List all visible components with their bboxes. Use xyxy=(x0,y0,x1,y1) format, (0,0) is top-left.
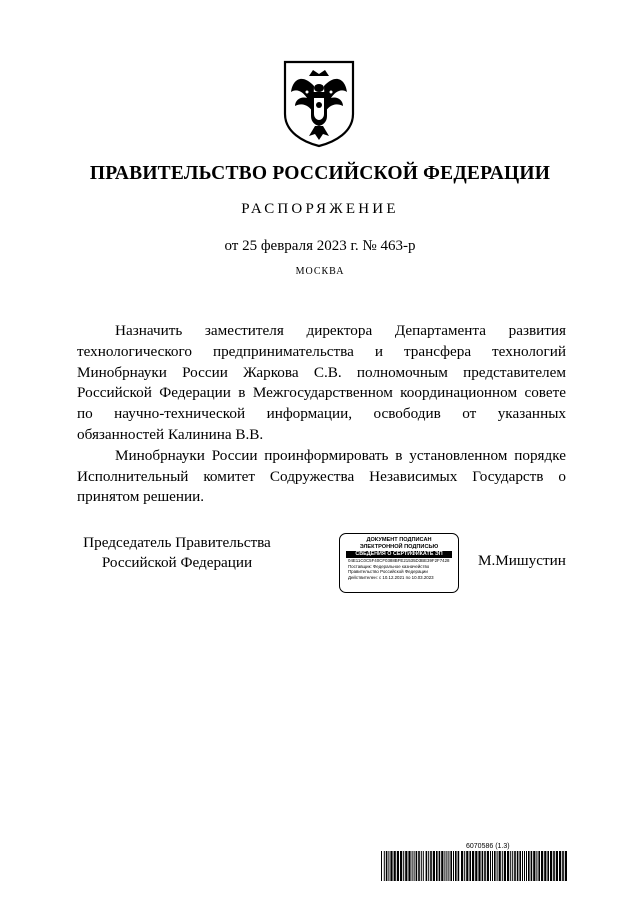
body-paragraph-1: Назначить заместителя директора Департамента развития технологического предпринимательства и трансфера технологий Минобрнауки России Жаркова С.В. полномочным представителем Российской Федерации в Межгосударственном координационном совете по научно-технической информации, освободив от указанных обязанностей Калинина В.В. xyxy=(77,322,566,443)
stamp-line-2: ЭЛЕКТРОННОЙ ПОДПИСЬЮ xyxy=(359,543,439,550)
document-city: МОСКВА xyxy=(295,266,345,277)
barcode-icon xyxy=(381,851,567,881)
stamp-serial: 04E11C0C5F40CF0388BFE21535D3BE39F2F7428 xyxy=(348,558,450,563)
signer-title-line-1: Председатель Правительства xyxy=(83,534,271,551)
document-date-number: от 25 февраля 2023 г. № 463-р xyxy=(224,238,416,254)
document-type: РАСПОРЯЖЕНИЕ xyxy=(241,201,399,217)
russian-coat-of-arms-icon xyxy=(281,58,357,148)
body-paragraph-2: Минобрнауки России проинформировать в установленном порядке Исполнительный комитет Содружества Независимых Государств о принятом решении. xyxy=(77,446,566,506)
signer-title-line-2: Российской Федерации xyxy=(101,554,253,571)
barcode-number: 6070586 (1.3) xyxy=(466,843,510,850)
stamp-issuer: Поставщик: Федеральное казначейство xyxy=(348,563,430,569)
government-title: ПРАВИТЕЛЬСТВО РОССИЙСКОЙ ФЕДЕРАЦИИ xyxy=(89,163,551,184)
electronic-signature-stamp xyxy=(339,533,459,593)
stamp-owner: Правительство Российской Федерации xyxy=(348,569,428,575)
stamp-line-1: ДОКУМЕНТ ПОДПИСАН xyxy=(366,537,432,543)
stamp-validity: Действителен: с 10.12.2021 по 10.03.2023 xyxy=(348,574,434,580)
signer-name: М.Мишустин xyxy=(478,552,566,569)
stamp-certificate-bar: СВЕДЕНИЯ О СЕРТИФИКАТЕ ЭП xyxy=(346,551,452,558)
document-body xyxy=(77,321,566,508)
signer-title xyxy=(77,533,277,573)
